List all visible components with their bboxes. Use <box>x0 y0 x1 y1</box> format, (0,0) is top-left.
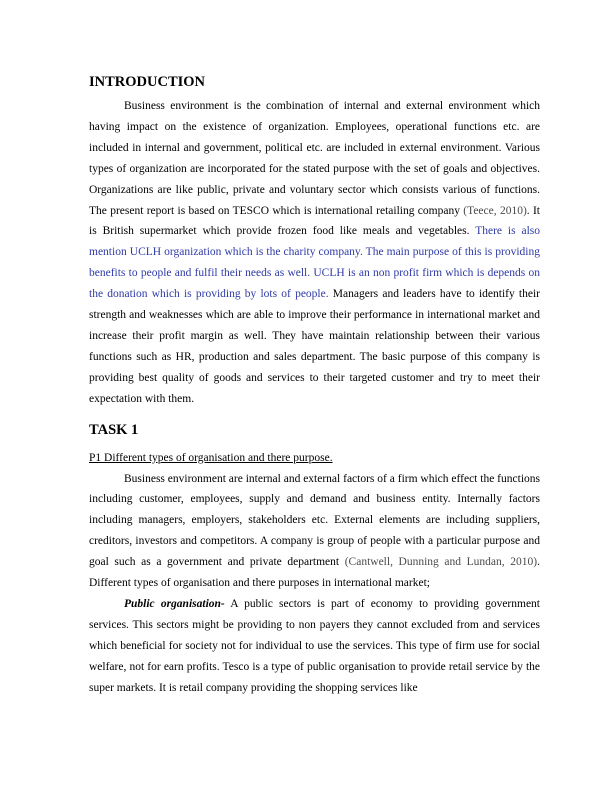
intro-citation: (Teece, 2010) <box>463 204 527 217</box>
task-1-text: Business environment are internal and external factors of a firm which effect the functions including customer, employees, supply and demand and business entity. Internally factors including managers, employers, stakeholders etc. External elements are including suppliers, creditors, investors and competitors. A company is group of people with a particular purpose and goal such as a government and private department <box>89 472 540 569</box>
task-1-citation: (Cantwell, Dunning and Lundan, 2010) <box>344 556 538 569</box>
intro-text: Business environment is the combination of internal and external environment which having impact on the existence of organization. Employees, operational functions etc. are included in internal and government, political etc. are included in external environment. Various types of organization are incorporated for the stated purpose with the set of goals and objectives. Organizations are like public, private and voluntary sector which consists various of functions. The present report is based on TESCO which is international retailing company <box>89 100 540 217</box>
public-organisation-paragraph <box>89 594 540 699</box>
intro-text-after-citation: . It is British supermarket which provide frozen food like meals and vegetables. <box>89 204 540 238</box>
document-page <box>89 70 540 698</box>
intro-highlighted-period: . <box>325 288 329 301</box>
task-1-subheading: P1 Different types of organisation and there purpose. <box>89 451 333 464</box>
public-organisation-text: A public sectors is part of economy to providing government services. This sectors might be providing to non payers they cannot excluded from and services which beneficial for society not for individual to use the services. This type of firm use for social welfare, not for earn profits. Tesco is a type of public organisation to provide retail service by the super markets. It is retail company providing the shopping services like <box>89 597 541 694</box>
intro-text-end: Managers and leaders have to identify their strength and weaknesses which are able to improve their performance in international market and increase their profit margin as well. They have maintain relationship between their various functions such as HR, production and sales department. The basic purpose of this company is providing best quality of goods and services to their targeted customer and try to meet their expectation with them. <box>89 288 541 405</box>
introduction-paragraph <box>89 96 540 410</box>
introduction-heading: INTRODUCTION <box>89 74 206 90</box>
intro-highlighted-text: There is also mention UCLH organization which is the charity company. The main purpose of this is providing benefits to people and fulfil their needs as well. UCLH is an non profit firm which is depends on the donation which is providing by lots of people <box>89 225 540 301</box>
task-1-text-after-citation: . Different types of organisation and there purposes in international market; <box>89 556 540 590</box>
task-1-heading: TASK 1 <box>89 421 139 438</box>
public-organisation-lead: Public organisation- <box>124 597 225 610</box>
task-1-paragraph <box>89 469 540 594</box>
